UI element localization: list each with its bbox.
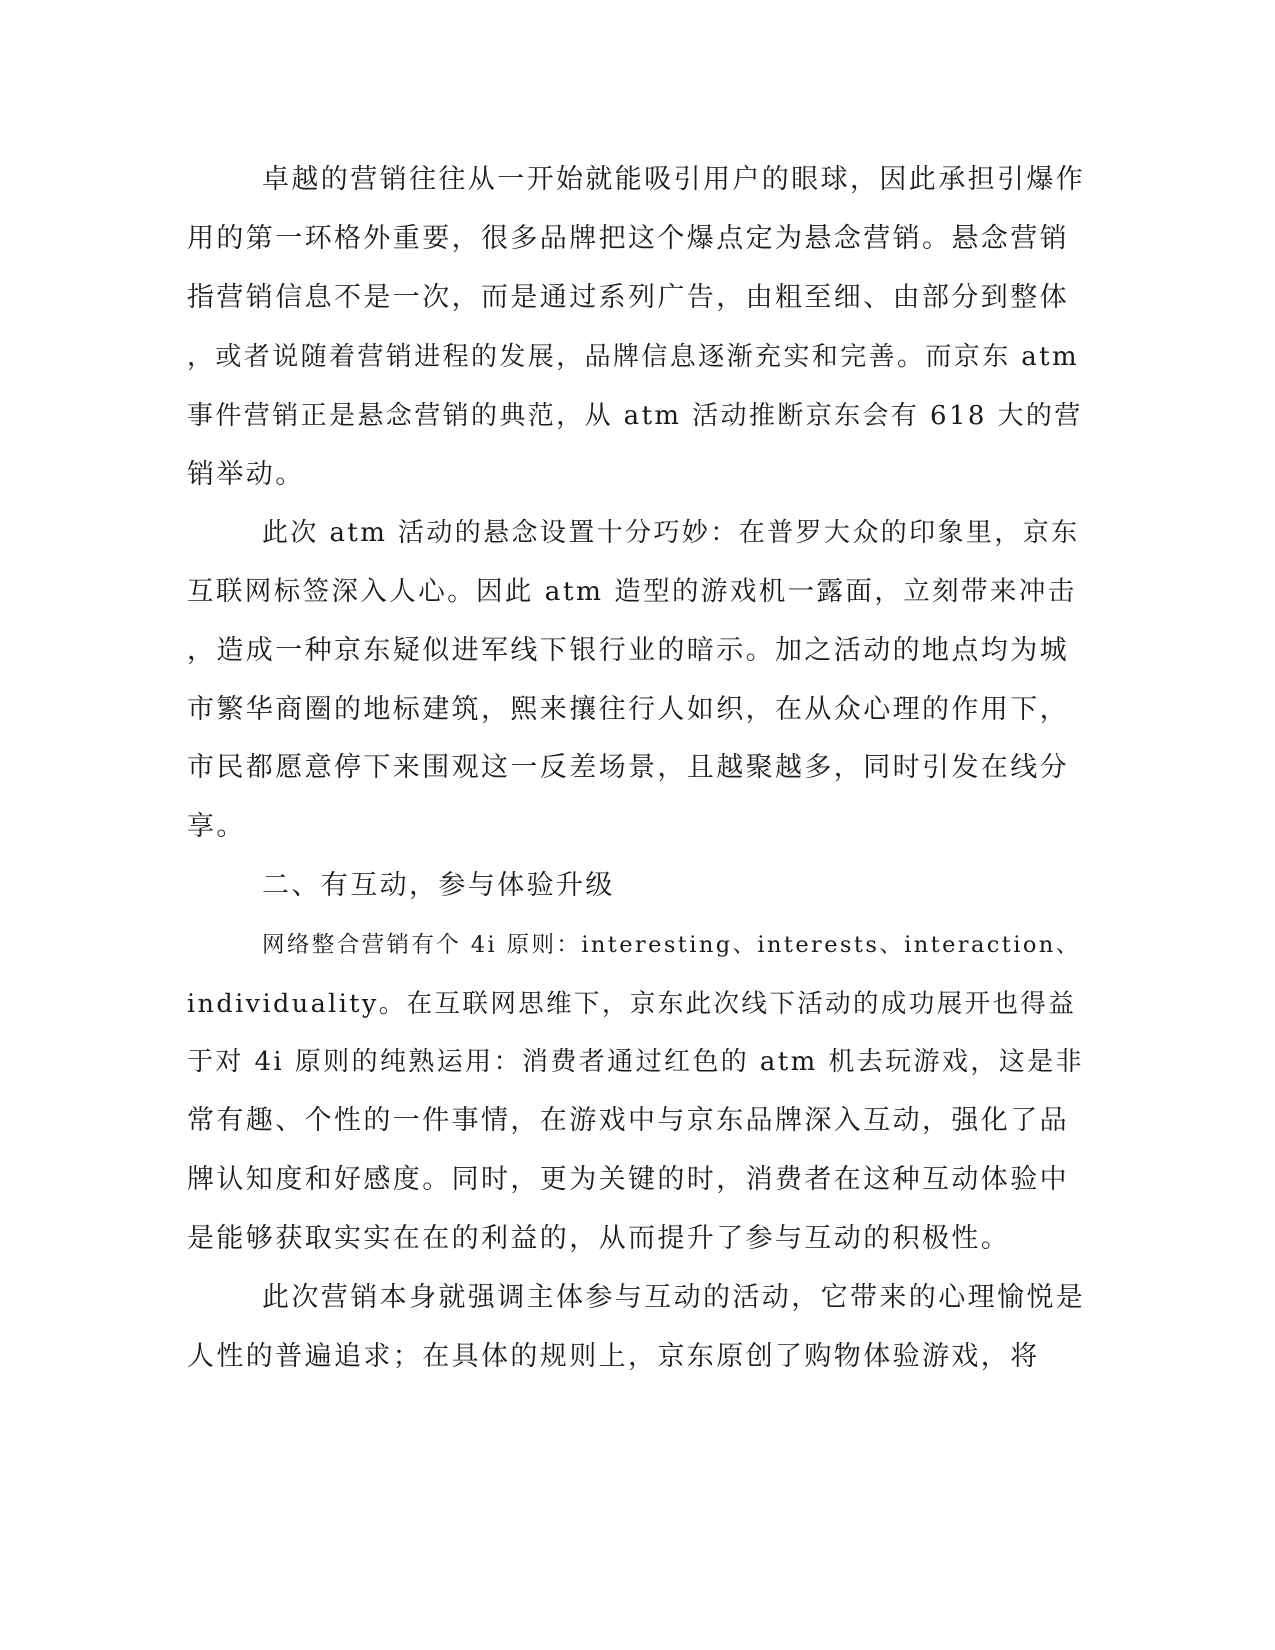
text-line: 此次营销本身就强调主体参与互动的活动，它带来的心理愉悦是 [262, 1282, 1086, 1313]
text-line: 是能够获取实实在在的利益的，从而提升了参与互动的积极性。 [187, 1223, 1011, 1254]
text-line: 享。 [187, 811, 246, 842]
text-line: 于对 4i 原则的纯熟运用：消费者通过红色的 atm 机去玩游戏，这是非 [187, 1047, 1084, 1077]
text-line: individuality。在互联网思维下，京东此次线下活动的成功展开也得益 [187, 989, 1077, 1019]
text-line: 人性的普遍追求；在具体的规则上，京东原创了购物体验游戏，将 [187, 1341, 1040, 1372]
text-line: 市繁华商圈的地标建筑，熙来攘往行人如织，在从众心理的作用下， [187, 694, 1069, 725]
text-line: 事件营销正是悬念营销的典范，从 atm 活动推断京东会有 618 大的营 [187, 401, 1083, 431]
text-line: 市民都愿意停下来围观这一反差场景，且越聚越多，同时引发在线分 [187, 752, 1069, 783]
text-line: ，造成一种京东疑似进军线下银行业的暗示。加之活动的地点均为城 [187, 635, 1069, 666]
text-line: 销举动。 [187, 459, 305, 490]
text-line: 常有趣、个性的一件事情，在游戏中与京东品牌深入互动，强化了品 [187, 1105, 1069, 1136]
text-line: 互联网标签深入人心。因此 atm 造型的游戏机一露面，立刻带来冲击 [187, 576, 1077, 607]
text-line: 用的第一环格外重要，很多品牌把这个爆点定为悬念营销。悬念营销 [187, 223, 1069, 254]
text-line: 网络整合营销有个 4i 原则：interesting、interests、interaction、 [262, 932, 1081, 958]
text-line: 指营销信息不是一次，而是通过系列广告，由粗至细、由部分到整体 [187, 282, 1069, 313]
text-line: 卓越的营销往往从一开始就能吸引用户的眼球，因此承担引爆作 [262, 164, 1086, 195]
text-line: 牌认知度和好感度。同时，更为关键的时，消费者在这种互动体验中 [187, 1164, 1069, 1195]
text-line: 此次 atm 活动的悬念设置十分巧妙：在普罗大众的印象里，京东 [262, 518, 1080, 548]
text-line: ，或者说随着营销进程的发展，品牌信息逐渐充实和完善。而京东 atm [187, 342, 1080, 372]
section-heading: 二、有互动，参与体验升级 [262, 870, 615, 901]
